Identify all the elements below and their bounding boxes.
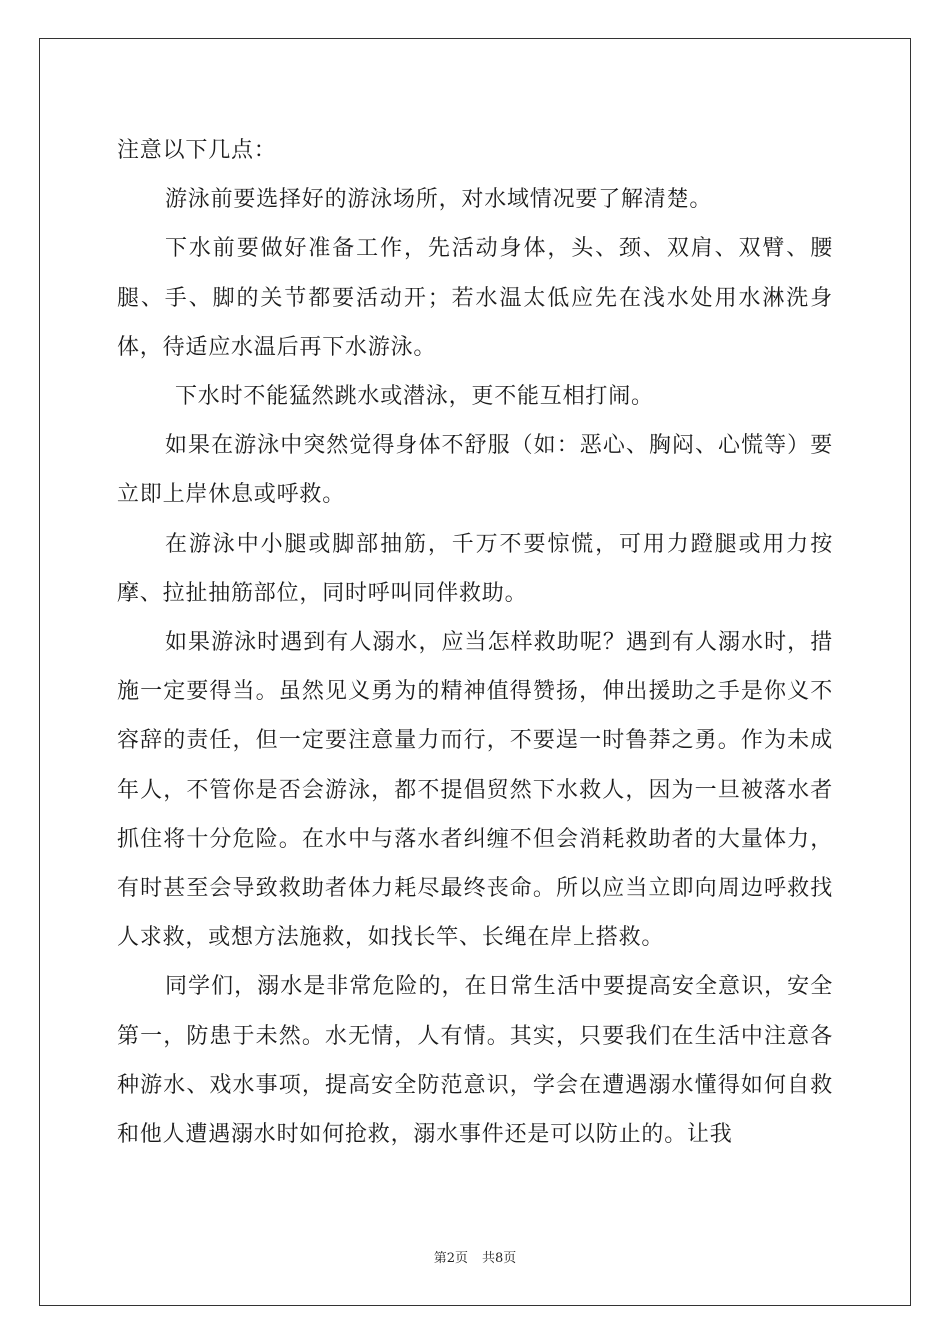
- page-total: 共8页: [482, 1251, 517, 1266]
- paragraph: 如果在游泳中突然觉得身体不舒服（如：恶心、胸闷、心慌等）要立即上岸休息或呼救。: [117, 433, 833, 508]
- paragraph: 如果游泳时遇到有人溺水，应当怎样救助呢？遇到有人溺水时，措施一定要得当。虽然见义勇为的精神值得赞扬，伸出援助之手是你义不容辞的责任，但一定要注意量力而行，不要逞一时鲁莽之勇。作为未成年人，不管你是否会游泳，都不提倡贸然下水救人，因为一旦被落水者抓住将十分危险。在水中与落水者纠缠不但会消耗救助者的大量体力，有时甚至会导致救助者体力耗尽最终丧命。所以应当立即向周边呼救找人求救，或想方法施救，如找长竿、长绳在岸上搭救。: [117, 630, 833, 951]
- paragraph: 游泳前要选择好的游泳场所，对水域情况要了解清楚。: [165, 187, 713, 213]
- paragraph: 注意以下几点：: [117, 138, 277, 163]
- page-number: 第2页: [433, 1251, 468, 1266]
- paragraph: 下水时不能猛然跳水或潜泳，更不能互相打闹。: [175, 384, 654, 410]
- paragraph: 下水前要做好准备工作，先活动身体，头、颈、双肩、双臂、腰腿、手、脚的关节都要活动开；若水温太低应先在浅水处用水淋洗身体，待适应水温后再下水游泳。: [117, 236, 833, 360]
- paragraph: 在游泳中小腿或脚部抽筋，千万不要惊慌，可用力蹬腿或用力按摩、拉扯抽筋部位，同时呼叫同伴救助。: [117, 531, 833, 606]
- page-footer: [0, 1247, 950, 1266]
- paragraph: 同学们，溺水是非常危险的，在日常生活中要提高安全意识，安全第一，防患于未然。水无情，人有情。其实，只要我们在生活中注意各种游水、戏水事项，提高安全防范意识，学会在遭遇溺水懂得如何自救和他人遭遇溺水时如何抢救，溺水事件还是可以防止的。让我: [117, 974, 833, 1148]
- document-body: [117, 126, 833, 1159]
